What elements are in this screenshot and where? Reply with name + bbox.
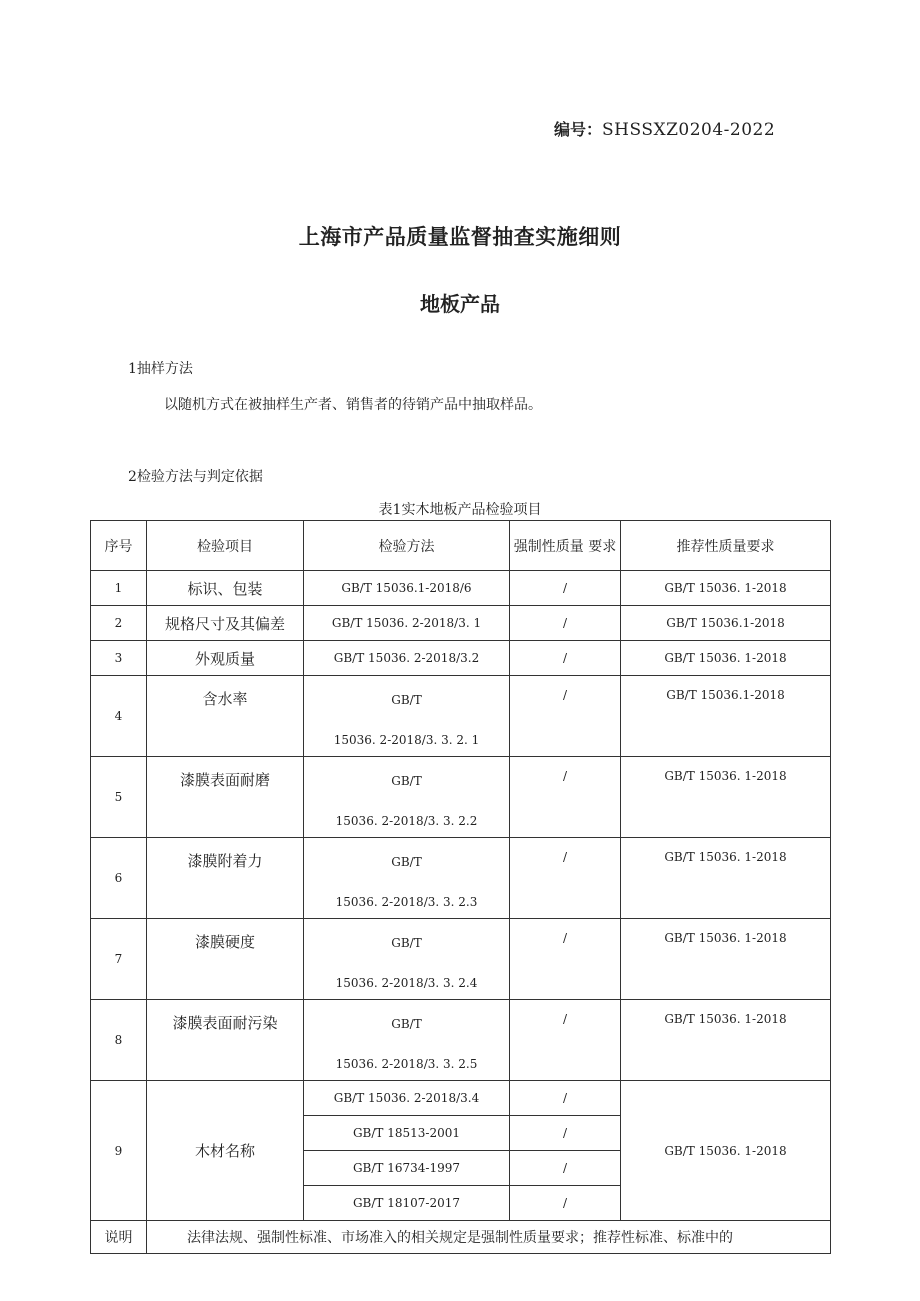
cell-recommended: GB/T 15036. 1-2018	[621, 919, 831, 1000]
header-method: 检验方法	[304, 521, 510, 571]
cell-seq: 7	[91, 919, 147, 1000]
cell-item: 漆膜表面耐污染	[147, 1000, 304, 1081]
cell-mandatory: /	[510, 1151, 621, 1186]
cell-item: 外观质量	[147, 641, 304, 676]
method-line-1: GB/T	[391, 855, 422, 869]
table-row	[91, 676, 831, 757]
cell-mandatory: /	[510, 676, 621, 757]
table-note-row	[91, 1221, 831, 1254]
cell-mandatory: /	[510, 1186, 621, 1221]
table-row	[91, 919, 831, 1000]
cell-item: 漆膜附着力	[147, 838, 304, 919]
cell-mandatory: /	[510, 838, 621, 919]
cell-seq: 6	[91, 838, 147, 919]
cell-mandatory: /	[510, 919, 621, 1000]
header-mandatory: 强制性质量 要求	[510, 521, 621, 571]
cell-item: 木材名称	[147, 1081, 304, 1221]
cell-seq: 5	[91, 757, 147, 838]
table-row	[91, 838, 831, 919]
cell-method: GB/T 18107-2017	[304, 1186, 510, 1221]
cell-recommended: GB/T 15036. 1-2018	[621, 641, 831, 676]
cell-item: 标识、包装	[147, 571, 304, 606]
cell-recommended: GB/T 15036. 1-2018	[621, 838, 831, 919]
header-seq: 序号	[91, 521, 147, 571]
cell-method: GB/T 15036. 2-2018/3.2	[304, 641, 510, 676]
cell-method	[304, 757, 510, 838]
table-row	[91, 571, 831, 606]
note-text: 法律法规、强制性标准、市场准入的相关规定是强制性质量要求；推荐性标准、标准中的	[147, 1221, 831, 1254]
method-line-1: GB/T	[391, 693, 422, 707]
method-line-2: 15036. 2-2018/3. 3. 2. 1	[333, 733, 480, 747]
method-line-1: GB/T	[391, 1017, 422, 1031]
cell-item: 规格尺寸及其偏差	[147, 606, 304, 641]
cell-seq: 3	[91, 641, 147, 676]
method-line-1: GB/T	[391, 936, 422, 950]
method-line-1: GB/T	[391, 774, 422, 788]
cell-seq: 1	[91, 571, 147, 606]
table-header-row	[91, 521, 831, 571]
cell-method	[304, 676, 510, 757]
method-line-2: 15036. 2-2018/3. 3. 2.3	[335, 895, 478, 909]
cell-seq: 8	[91, 1000, 147, 1081]
cell-mandatory: /	[510, 1081, 621, 1116]
section-2-heading: 2检验方法与判定依据	[128, 469, 263, 485]
cell-mandatory: /	[510, 757, 621, 838]
table-caption: 表1实木地板产品检验项目	[378, 502, 542, 518]
cell-recommended: GB/T 15036. 1-2018	[621, 757, 831, 838]
document-code-label: 编号：	[554, 120, 603, 139]
method-line-2: 15036. 2-2018/3. 3. 2.4	[335, 976, 478, 990]
document-code	[554, 117, 775, 140]
table-row	[91, 606, 831, 641]
note-label: 说明	[91, 1221, 147, 1254]
cell-method: GB/T 18513-2001	[304, 1116, 510, 1151]
page-title: 上海市产品质量监督抽查实施细则	[298, 225, 622, 249]
inspection-table	[90, 520, 831, 1254]
cell-item: 漆膜表面耐磨	[147, 757, 304, 838]
document-code-value: SHSSXZ0204-2022	[602, 120, 776, 140]
cell-mandatory: /	[510, 571, 621, 606]
cell-mandatory: /	[510, 1000, 621, 1081]
cell-method	[304, 1000, 510, 1081]
cell-method: GB/T 15036.1-2018/6	[304, 571, 510, 606]
cell-seq: 9	[91, 1081, 147, 1221]
table-row	[91, 1081, 831, 1116]
cell-item: 含水率	[147, 676, 304, 757]
cell-seq: 4	[91, 676, 147, 757]
cell-method: GB/T 15036. 2-2018/3. 1	[304, 606, 510, 641]
table-row	[91, 1000, 831, 1081]
section-1-body: 以随机方式在被抽样生产者、销售者的待销产品中抽取样品。	[164, 397, 542, 413]
cell-recommended: GB/T 15036. 1-2018	[621, 1081, 831, 1221]
cell-method: GB/T 15036. 2-2018/3.4	[304, 1081, 510, 1116]
method-line-2: 15036. 2-2018/3. 3. 2.5	[335, 1057, 478, 1071]
cell-recommended: GB/T 15036. 1-2018	[621, 571, 831, 606]
cell-recommended: GB/T 15036.1-2018	[621, 676, 831, 757]
header-item: 检验项目	[147, 521, 304, 571]
cell-item: 漆膜硬度	[147, 919, 304, 1000]
cell-recommended: GB/T 15036. 1-2018	[621, 1000, 831, 1081]
cell-mandatory: /	[510, 606, 621, 641]
cell-method	[304, 838, 510, 919]
cell-mandatory: /	[510, 641, 621, 676]
table-row	[91, 641, 831, 676]
cell-mandatory: /	[510, 1116, 621, 1151]
table-row	[91, 757, 831, 838]
page-subtitle: 地板产品	[420, 292, 500, 316]
section-1-heading: 1抽样方法	[128, 361, 193, 377]
method-line-2: 15036. 2-2018/3. 3. 2.2	[335, 814, 478, 828]
cell-method: GB/T 16734-1997	[304, 1151, 510, 1186]
cell-seq: 2	[91, 606, 147, 641]
cell-method	[304, 919, 510, 1000]
header-recommended: 推荐性质量要求	[621, 521, 831, 571]
cell-recommended: GB/T 15036.1-2018	[621, 606, 831, 641]
